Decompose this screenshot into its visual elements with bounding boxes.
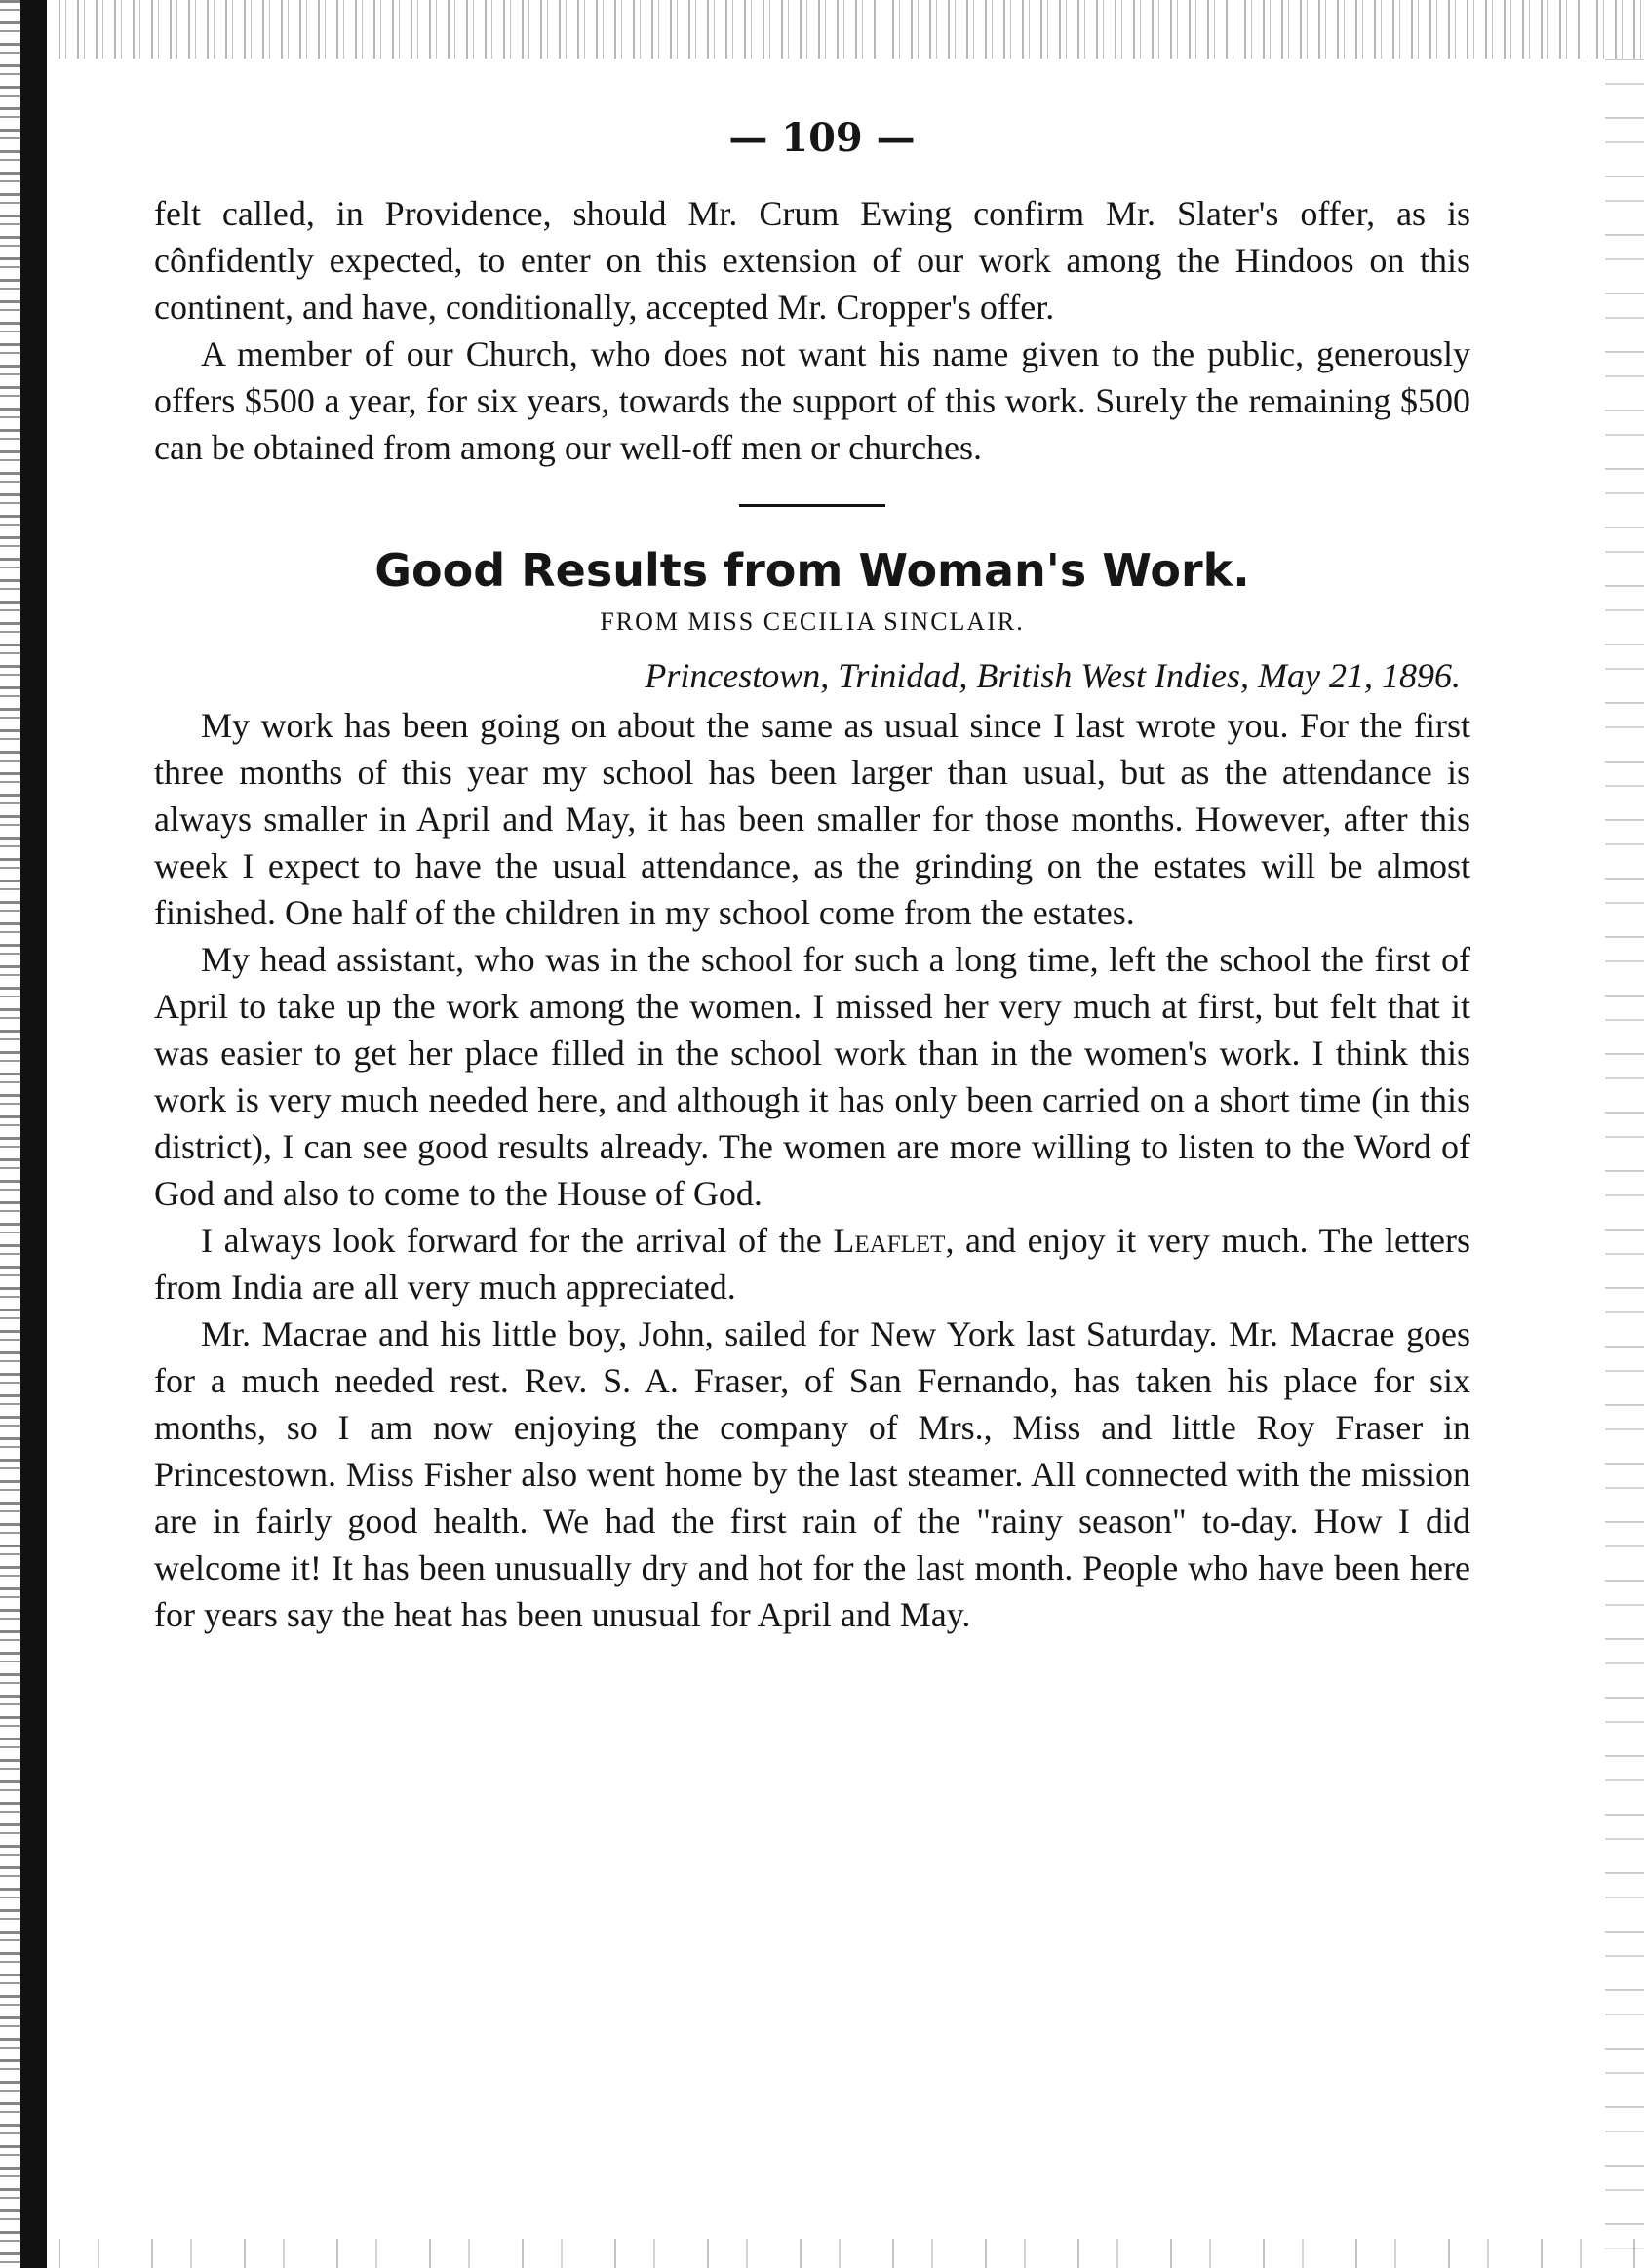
scan-spine-edge	[0, 0, 20, 2268]
article-paragraph-1: My work has been going on about the same as usual since I last wrote you. For the first three months of this year my school has been larger than usual, but as the attendance is always smaller in April and May, it has been smaller for those months. However, after this week I expect to have the usual attendance, as the grinding on the estates will be almost finished. One half of the children in my school come from the estates.	[154, 706, 1470, 932]
leaflet-para-before: I always look forward for the arrival of the	[201, 1221, 834, 1260]
leaflet-title: Leaflet	[833, 1221, 946, 1260]
article-title: Good Results from Woman's Work.	[374, 544, 1250, 597]
article-paragraph-2: My head assistant, who was in the school for such a long time, left the school the first of April to take up the work among the women. I missed her very much at first, but felt that it was easier to get her place filled in the school work than in the women's work. I think this work is very much needed here, and although it has only been carried on a short time (in this district), I can see good results already. The women are more willing to listen to the Word of God and also to come to the House of God.	[154, 940, 1470, 1213]
scan-noise-right	[1605, 59, 1644, 2268]
article-dateline: Princestown, Trinidad, British West Indies, May 21, 1896.	[645, 656, 1461, 695]
binding-shadow	[20, 0, 47, 2268]
article-byline: FROM MISS CECILIA SINCLAIR.	[600, 607, 1025, 636]
page-content	[154, 190, 1470, 1638]
article-paragraph-3	[154, 1217, 1470, 1310]
page-number: — 109 —	[728, 115, 916, 161]
article-paragraph-4: Mr. Macrae and his little boy, John, sailed for New York last Saturday. Mr. Macrae goes for a much needed rest. Rev. S. A. Fraser, of San Fernando, has taken his place for six months, so I am now enjoying the company of Mrs., Miss and little Roy Fraser in Princestown. Miss Fisher also went home by the last steamer. All connected with the mission are in fairly good health. We had the first rain of the "rainy season" to-day. How I did welcome it! It has been unusually dry and hot for the last month. People who have been here for years say the heat has been unusual for April and May.	[154, 1314, 1470, 1634]
section-divider	[739, 504, 885, 507]
scan-noise-bottom	[59, 2239, 1644, 2268]
scan-noise-top	[59, 0, 1644, 59]
leaflet-para-after: , and enjoy it very much. The letters from India are all very much appreciated.	[154, 1221, 1470, 1307]
intro-paragraph-1: felt called, in Providence, should Mr. Crum Ewing confirm Mr. Slater's offer, as is cônfidently expected, to enter on this extension of our work among the Hindoos on this continent, and have, conditionally, accepted Mr. Cropper's offer.	[154, 194, 1470, 327]
intro-paragraph-2: A member of our Church, who does not want his name given to the public, generously offers $500 a year, for six years, towards the support of this work. Surely the remaining $500 can be obtained from among our well-off men or churches.	[154, 334, 1470, 467]
